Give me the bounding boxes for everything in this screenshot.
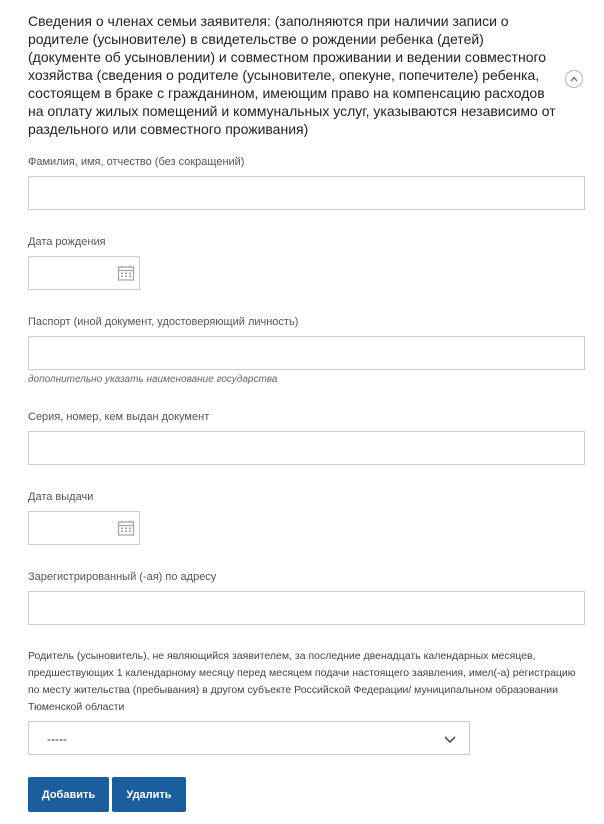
- address-label: Зарегистрированный (-ая) по адресу: [28, 571, 217, 583]
- birth-date-label: Дата рождения: [28, 236, 106, 248]
- select-value: -----: [47, 732, 67, 746]
- full-name-input[interactable]: [28, 176, 585, 210]
- issue-date-field: [28, 511, 140, 545]
- calendar-icon[interactable]: [117, 264, 135, 282]
- calendar-icon[interactable]: [117, 519, 135, 537]
- chevron-up-icon: [569, 74, 579, 84]
- issue-date-label: Дата выдачи: [28, 491, 94, 503]
- birth-date-input[interactable]: [29, 257, 125, 289]
- doc-details-input[interactable]: [28, 431, 585, 465]
- chevron-down-icon: [443, 732, 457, 746]
- doc-details-label: Серия, номер, кем выдан документ: [28, 411, 210, 423]
- delete-button[interactable]: Удалить: [112, 777, 186, 812]
- registration-other-region-select[interactable]: [28, 721, 470, 755]
- section-title: Сведения о членах семьи заявителя: (заполняются при наличии записи о родителе (усыновителе) в свидетельстве о рождении ребенка (детей) (документе об усыновлении) и совместном проживании и ведении совместного хозяйства (сведения о родителе (усыновителе, опекуне, попечителе) ребенка, состоящем в браке с гражданином, имеющим право на компенсацию расходов на оплату жилых помещений и коммунальных услуг, указываются независимо от раздельного или совместного проживания): [28, 13, 556, 137]
- issue-date-input[interactable]: [29, 512, 125, 544]
- add-button[interactable]: Добавить: [28, 777, 109, 812]
- address-input[interactable]: [28, 591, 585, 625]
- registration-other-region-label: Родитель (усыновитель), не являющийся заявителем, за последние двенадцать календарных месяцев, предшествующих 1 календарному месяцу перед месяцем подачи настоящего заявления, имел(-а) регистрацию по месту жительства (пребывания) в другом субъекте Российской Федерации/ муниципальном образовании Тюменской области: [28, 650, 576, 713]
- birth-date-field: [28, 256, 140, 290]
- collapse-button[interactable]: [565, 70, 583, 88]
- passport-hint: дополнительно указать наименование государства: [28, 374, 278, 385]
- passport-label: Паспорт (иной документ, удостоверяющий личность): [28, 316, 299, 328]
- passport-input[interactable]: [28, 336, 585, 370]
- full-name-label: Фамилия, имя, отчество (без сокращений): [28, 156, 245, 168]
